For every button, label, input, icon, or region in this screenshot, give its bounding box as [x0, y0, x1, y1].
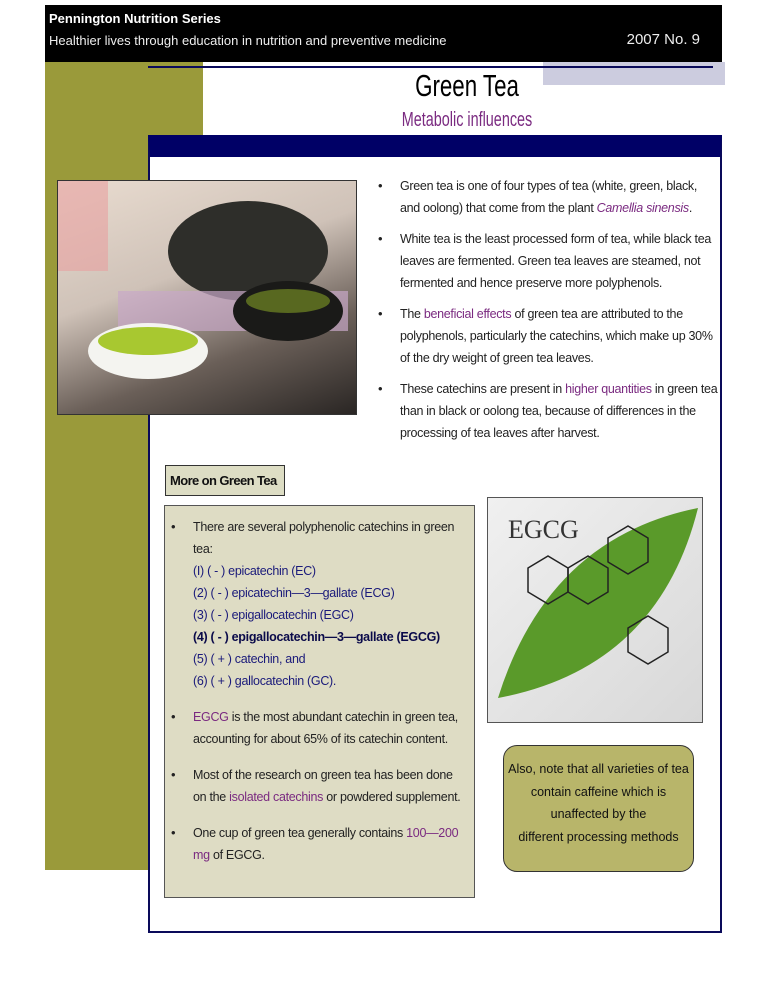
catechin-list — [193, 560, 468, 692]
list-item: • White tea is the least processed form of tea, while black tea leaves are fermented. Green tea leaves are steamed, not fermented and hence preserve more polyphenols. — [378, 228, 718, 294]
header-bar — [45, 5, 722, 62]
list-item: • These catechins are present in higher quantities in green tea than in black or oolong tea, because of differences in the processing of tea leaves after harvest. — [378, 378, 718, 444]
catechin-item: (4) ( - ) epigallocatechin—3—gallate (EGCG) — [193, 630, 440, 644]
page-title: Green Tea — [415, 68, 519, 103]
egcg-molecule-image — [487, 497, 703, 723]
list-item: • Green tea is one of four types of tea (white, green, black, and oolong) that come from the plant Camellia sinensis. — [378, 175, 718, 219]
list-item: • The beneficial effects of green tea are attributed to the polyphenols, particularly the catechins, which make up 30% of the dry weight of green tea leaves. — [378, 303, 718, 369]
catechin-item: (5) ( + ) catechin, and — [193, 652, 306, 666]
list-item: • There are several polyphenolic catechins in green tea: (I) ( - ) epicatechin (EC) (2) ( - ) epicatechin—3—gallate (ECG) (3) ( - ) epigallocatechin (EGC) (4) ( - ) epigallocatechin—3—gallate (EGCG) (5) ( + ) catechin, and (6) ( + ) gallocatechin (GC). — [171, 516, 468, 692]
section-heading: More on Green Tea — [165, 465, 285, 496]
catechin-item: (2) ( - ) epicatechin—3—gallate (ECG) — [193, 586, 395, 600]
more-info-box — [164, 505, 475, 898]
catechin-item: (I) ( - ) epicatechin (EC) — [193, 564, 316, 578]
catechin-item: (3) ( - ) epigallocatechin (EGC) — [193, 608, 354, 622]
caffeine-note: Also, note that all varieties of tea contain caffeine which is unaffected by the different processing methods — [503, 745, 694, 872]
tea-photo — [57, 180, 357, 415]
issue-number: 2007 No. 9 — [626, 31, 700, 48]
egcg-label: EGCG — [508, 515, 579, 544]
teapot-image — [58, 181, 357, 415]
catechin-item: (6) ( + ) gallocatechin (GC). — [193, 674, 337, 688]
tagline: Healthier lives through education in nutrition and preventive medicine — [49, 33, 447, 48]
page-subtitle: Metabolic influences — [401, 109, 533, 131]
intro-bullets — [378, 175, 718, 453]
list-item: • One cup of green tea generally contains 100—200 mg of EGCG. — [171, 822, 468, 866]
list-item: • Most of the research on green tea has been done on the isolated catechins or powdered supplement. — [171, 764, 468, 808]
list-item: • EGCG is the most abundant catechin in green tea, accounting for about 65% of its catechin content. — [171, 706, 468, 750]
series-name: Pennington Nutrition Series — [49, 11, 221, 26]
